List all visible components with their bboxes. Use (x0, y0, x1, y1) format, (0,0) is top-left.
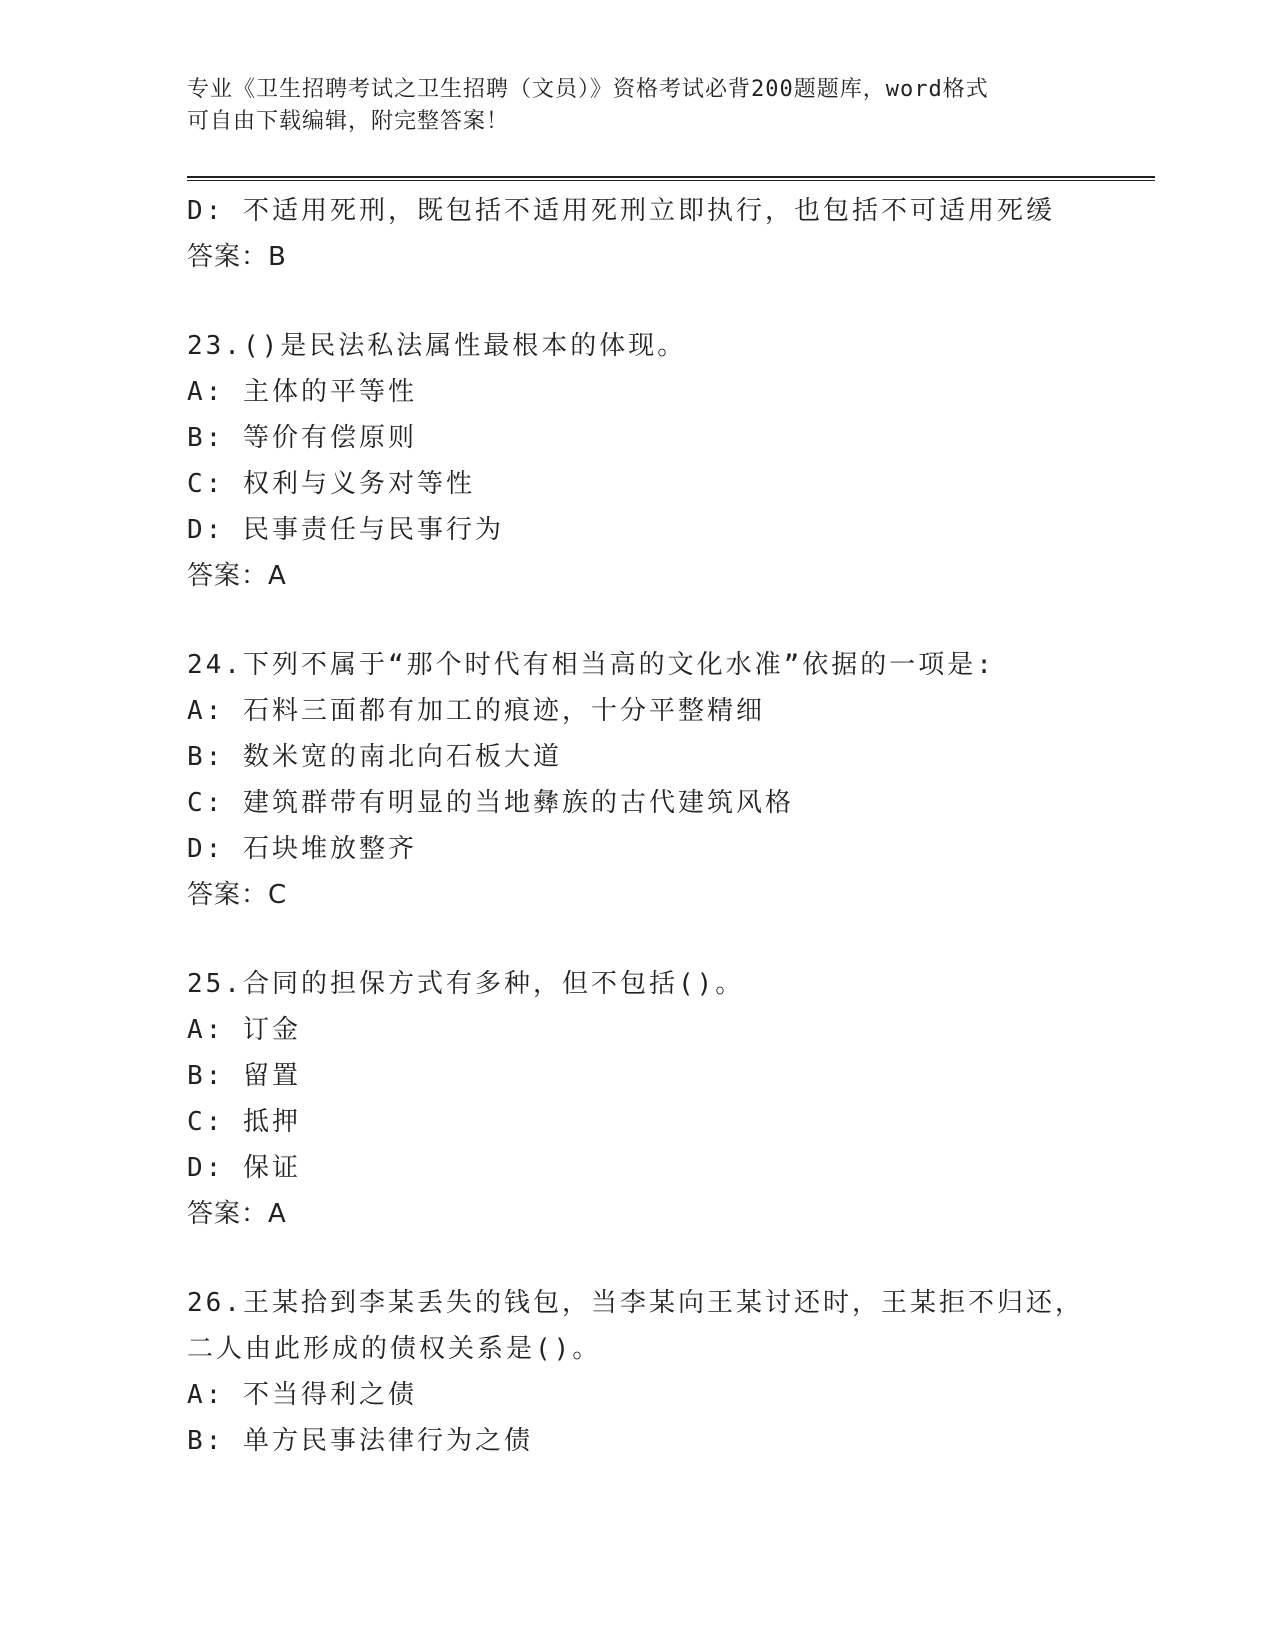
option-d: D: 不适用死刑，既包括不适用死刑立即执行，也包括不可适用死缓 (187, 196, 1055, 226)
answer-line: 答案：A (187, 561, 287, 591)
option-c: C: 权利与义务对等性 (187, 469, 475, 499)
option-a: A: 订金 (187, 1015, 301, 1045)
answer-line: 答案：C (187, 880, 288, 910)
question-stem-line-1: 26.王某拾到李某丢失的钱包，当李某向王某讨还时，王某拒不归还， (187, 1288, 1084, 1318)
question-block-24 (187, 642, 1137, 918)
spacer (187, 918, 1137, 961)
option-a: A: 主体的平等性 (187, 377, 417, 407)
question-list (187, 188, 1137, 1464)
spacer (187, 599, 1137, 642)
question-block-25 (187, 961, 1137, 1237)
page-header (187, 74, 1067, 138)
answer-line: 答案：A (187, 1199, 287, 1229)
question-stem-line-2: 二人由此形成的债权关系是()。 (187, 1334, 602, 1364)
option-d: D: 民事责任与民事行为 (187, 515, 504, 545)
option-b: B: 留置 (187, 1061, 301, 1091)
option-c: C: 建筑群带有明显的当地彝族的古代建筑风格 (187, 788, 794, 818)
option-d: D: 保证 (187, 1153, 301, 1183)
header-title-line-1: 专业《卫生招聘考试之卫生招聘（文员）》资格考试必背200题题库，word格式 (187, 77, 989, 102)
spacer (187, 280, 1137, 323)
option-a: A: 石料三面都有加工的痕迹，十分平整精细 (187, 696, 765, 726)
question-stem: 24.下列不属于“那个时代有相当高的文化水准”依据的一项是: (187, 650, 995, 680)
option-d: D: 石块堆放整齐 (187, 834, 417, 864)
question-block-23 (187, 323, 1137, 599)
option-b: B: 数米宽的南北向石板大道 (187, 742, 562, 772)
question-stem: 25.合同的担保方式有多种，但不包括()。 (187, 969, 745, 999)
option-a: A: 不当得利之债 (187, 1380, 417, 1410)
question-block-26 (187, 1280, 1137, 1464)
question-stem: 23.()是民法私法属性最根本的体现。 (187, 331, 687, 361)
spacer (187, 1237, 1137, 1280)
option-c: C: 抵押 (187, 1107, 301, 1137)
question-block-22 (187, 188, 1137, 280)
header-divider (187, 176, 1155, 181)
option-b: B: 单方民事法律行为之债 (187, 1426, 533, 1456)
option-b: B: 等价有偿原则 (187, 423, 417, 453)
answer-line: 答案：B (187, 242, 287, 272)
header-title-line-2: 可自由下载编辑，附完整答案！ (187, 109, 510, 134)
